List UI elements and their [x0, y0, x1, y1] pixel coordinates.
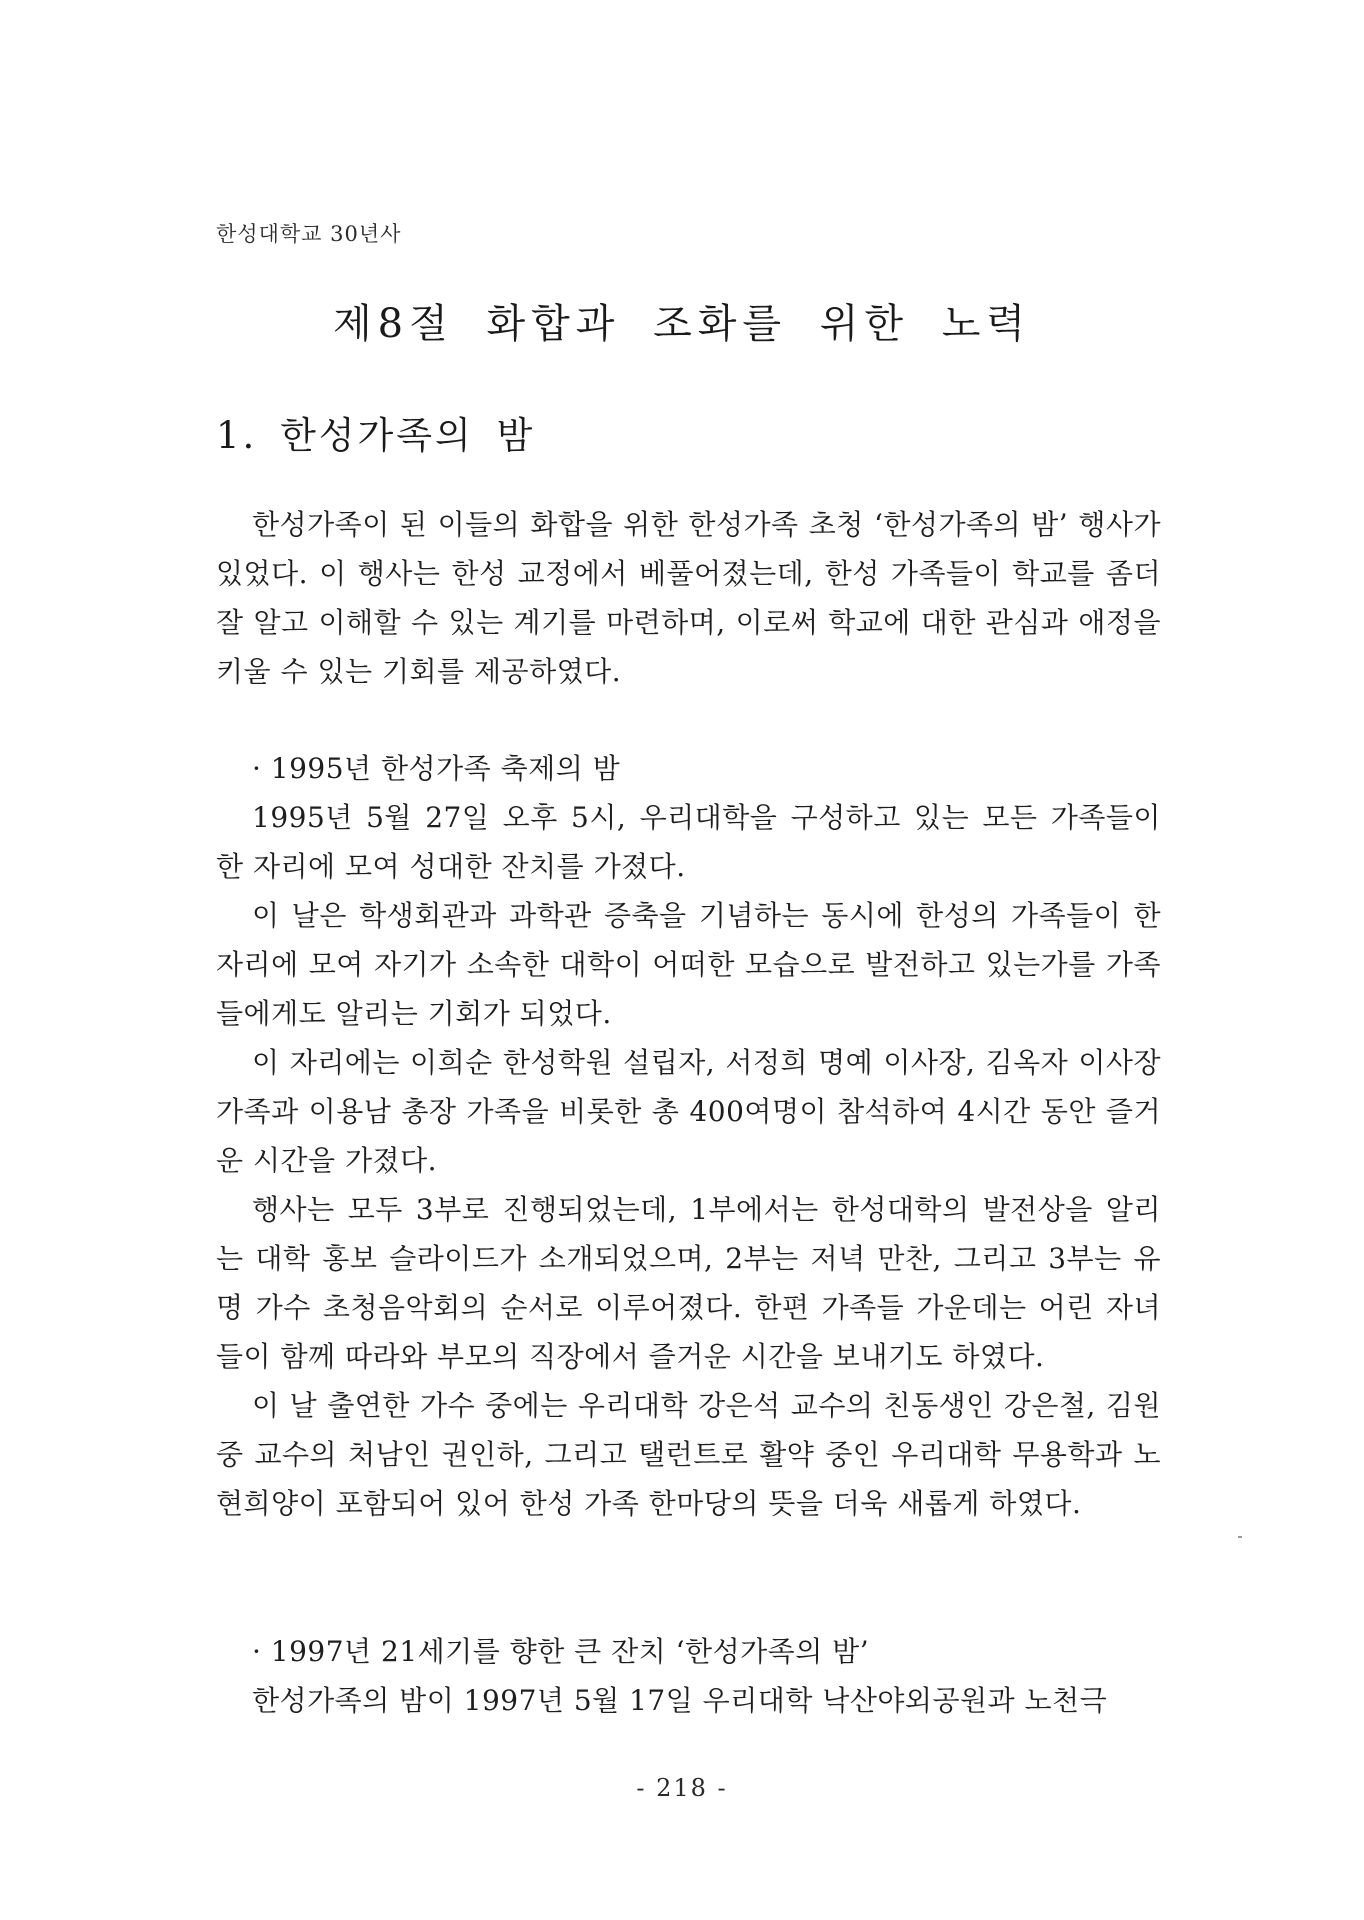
event-1995-section: [216, 744, 1161, 1528]
scan-speck: [1238, 1536, 1242, 1538]
section-title: 1. 한성가족의 밤: [216, 414, 536, 457]
event-1995-paragraph: 이 날 출연한 가수 중에는 우리대학 강은석 교수의 친동생인 강은철, 김원중 교수의 처남인 권인하, 그리고 탤런트로 활약 중인 우리대학 무용학과 노현희양이 포함되어 있어 한성 가족 한마당의 뜻을 더욱 새롭게 하였다.: [216, 1389, 1161, 1520]
running-header: 한성대학교 30년사: [216, 222, 402, 246]
event-1995-paragraph: 행사는 모두 3부로 진행되었는데, 1부에서는 한성대학의 발전상을 알리는 대학 홍보 슬라이드가 소개되었으며, 2부는 저녁 만찬, 그리고 3부는 유명 가수 초청음악회의 순서로 이루어졌다. 한편 가족들 가운데는 어린 자녀들이 함께 따라와 부모의 직장에서 즐거운 시간을 보내기도 하였다.: [216, 1193, 1161, 1373]
event-1997-section: [216, 1627, 1161, 1725]
event-1995-paragraph: 1995년 5월 27일 오후 5시, 우리대학을 구성하고 있는 모든 가족들이 한 자리에 모여 성대한 잔치를 가졌다.: [216, 801, 1161, 883]
page-number: - 218 -: [636, 1774, 728, 1802]
event-1997-title: · 1997년 21세기를 향한 큰 잔치 ‘한성가족의 밤’: [252, 1635, 870, 1668]
event-1995-paragraph: 이 날은 학생회관과 과학관 증축을 기념하는 동시에 한성의 가족들이 한 자리에 모여 자기가 소속한 대학이 어떠한 모습으로 발전하고 있는가를 가족들에게도 알리는 기회가 되었다.: [216, 899, 1161, 1030]
event-1997-paragraph: 한성가족의 밤이 1997년 5월 17일 우리대학 낙산야외공원과 노천극: [252, 1684, 1108, 1717]
event-1995-title: · 1995년 한성가족 축제의 밤: [252, 752, 621, 785]
intro-section: [216, 500, 1161, 696]
intro-paragraph: 한성가족이 된 이들의 화합을 위한 한성가족 초청 ‘한성가족의 밤’ 행사가 있었다. 이 행사는 한성 교정에서 베풀어졌는데, 한성 가족들이 학교를 좀더 잘 알고 이해할 수 있는 계기를 마련하며, 이로써 학교에 대한 관심과 애정을 키울 수 있는 기회를 제공하였다.: [216, 508, 1161, 688]
chapter-title: 제8절 화합과 조화를 위한 노력: [333, 301, 1031, 347]
event-1995-paragraph: 이 자리에는 이희순 한성학원 설립자, 서정희 명예 이사장, 김옥자 이사장 가족과 이용남 총장 가족을 비롯한 총 400여명이 참석하여 4시간 동안 즐거운 시간을 가졌다.: [216, 1046, 1161, 1177]
